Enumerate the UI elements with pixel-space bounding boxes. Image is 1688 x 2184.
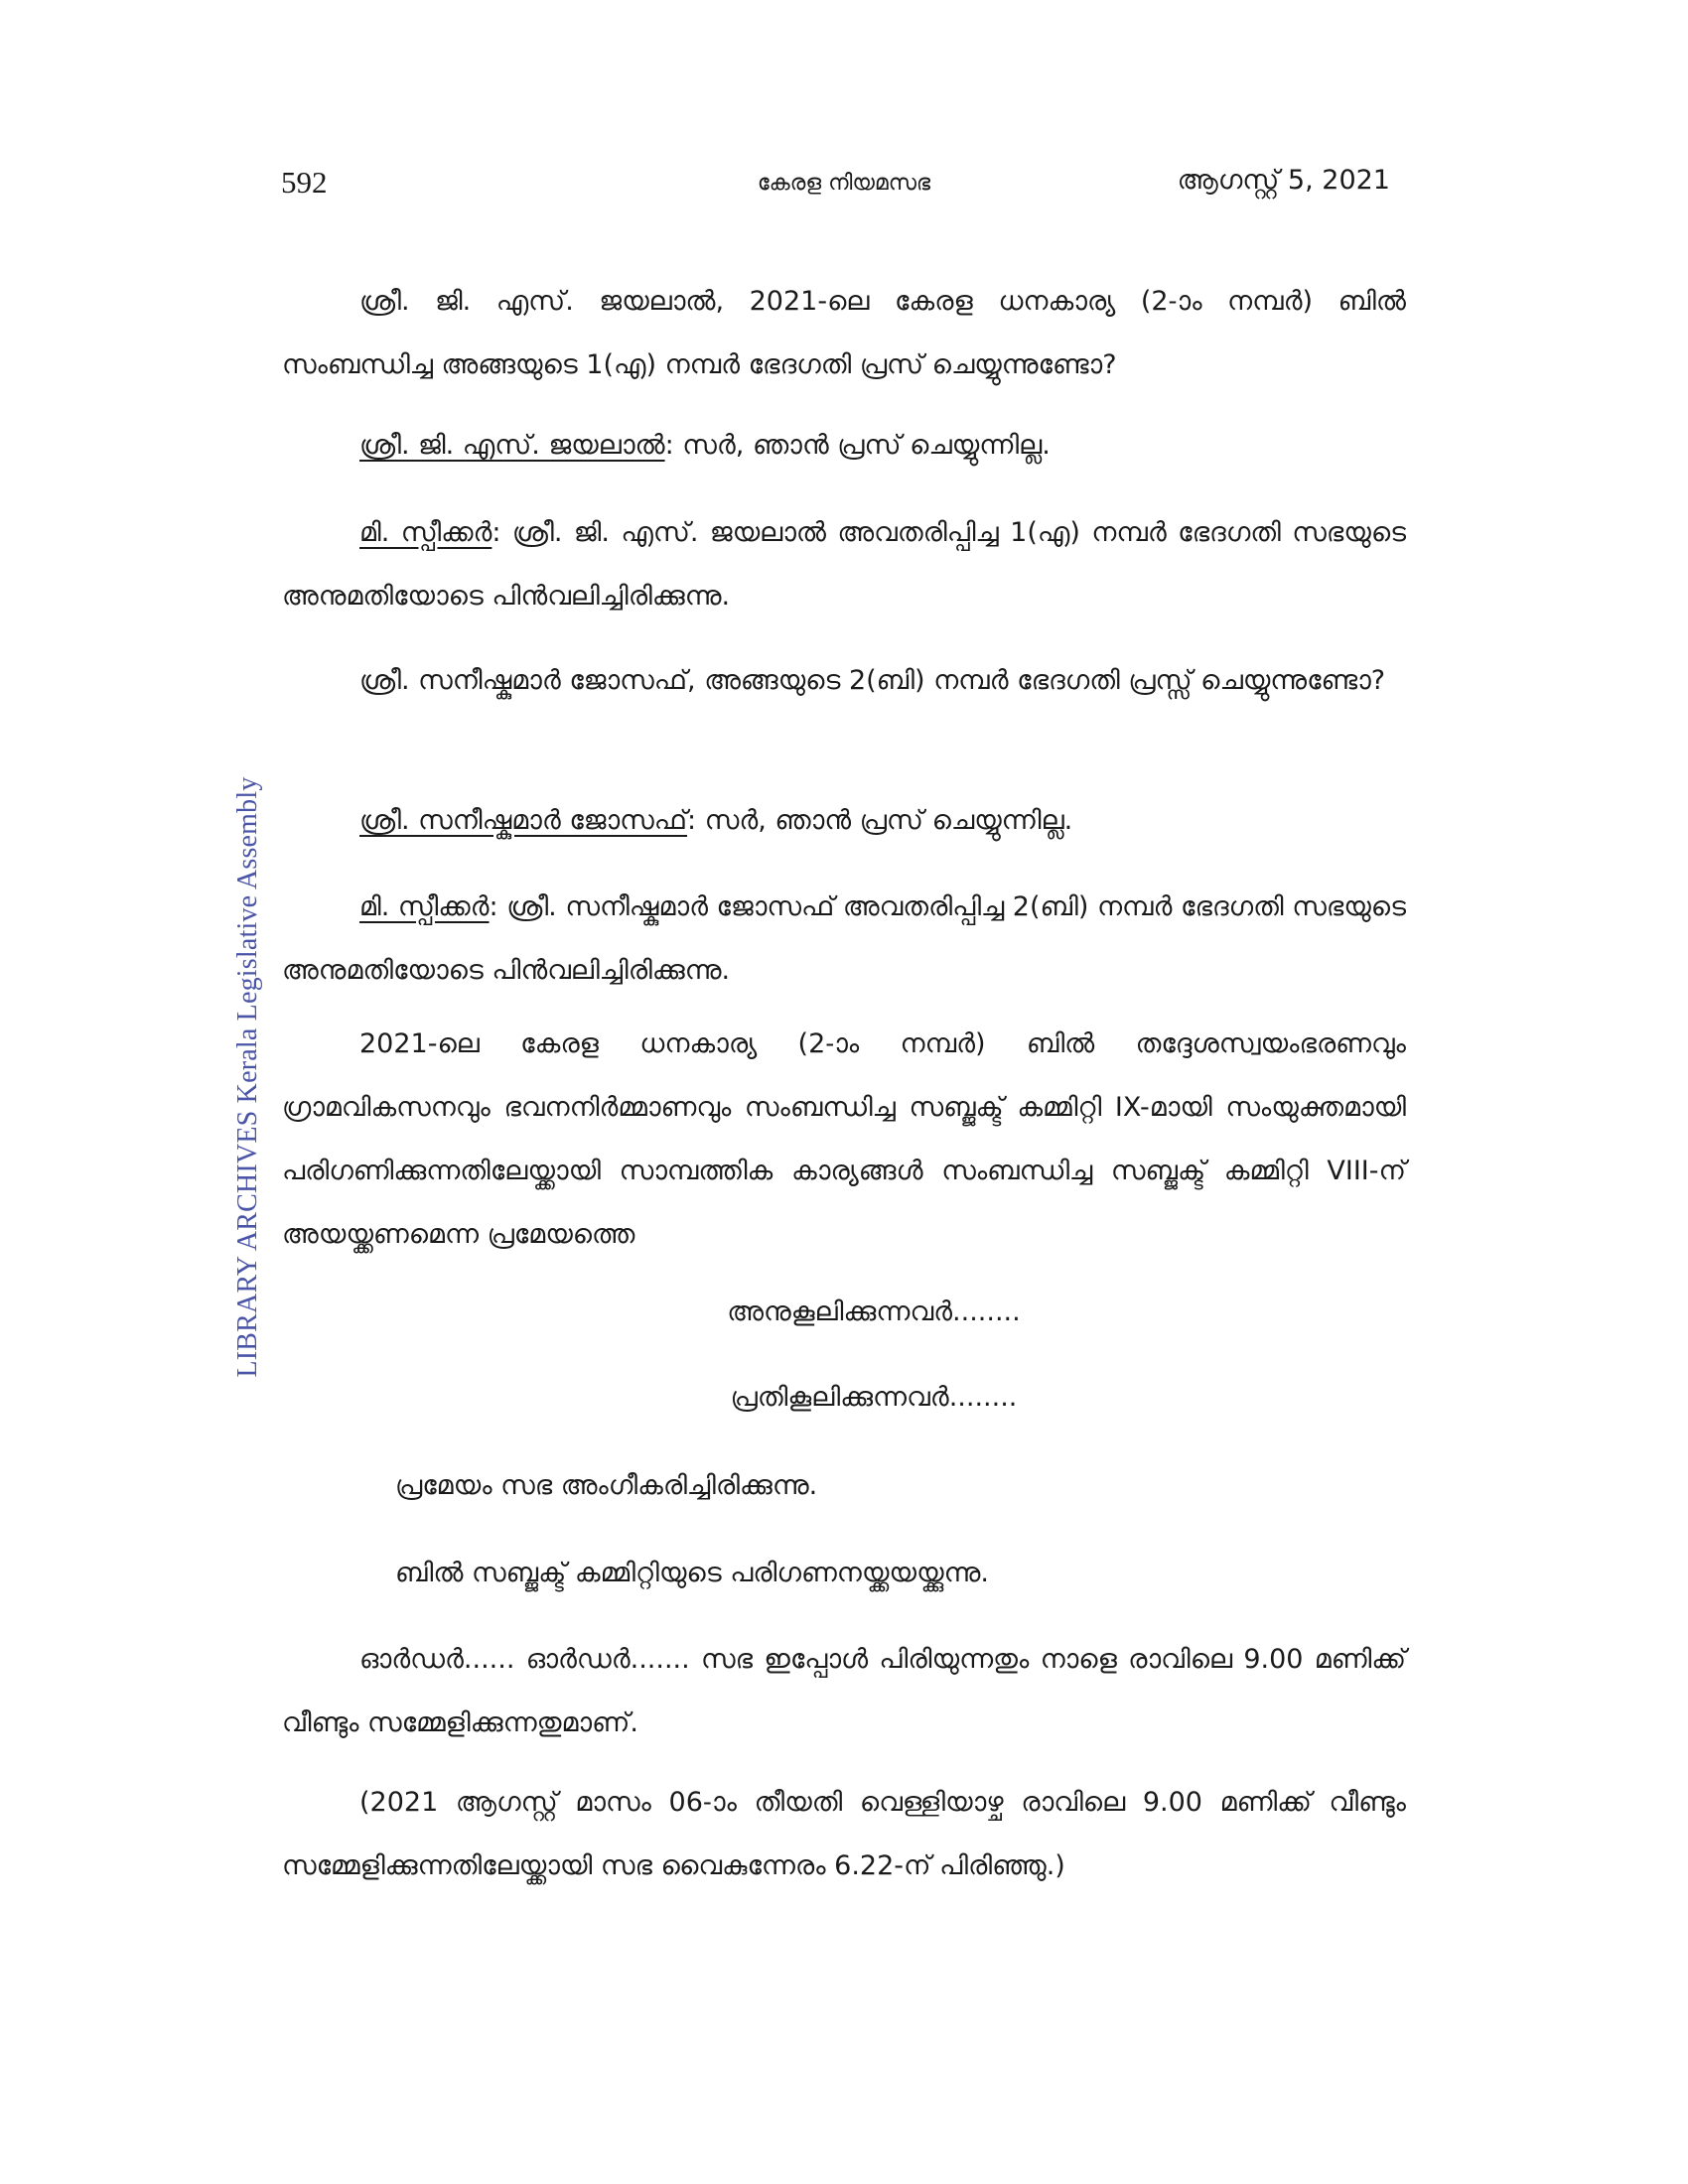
paragraph-5	[282, 789, 1406, 853]
paragraph-1: ശ്രീ. ജി. എസ്. ജയലാൽ, 2021-ലെ കേരള ധനകാര്യ (2-ാം നമ്പർ) ബിൽ സംബന്ധിച്ച അങ്ങയുടെ 1(എ) നമ്പർ ഭേദഗതി പ്രസ് ചെയ്യുന്നുണ്ടോ?	[282, 286, 1406, 380]
speaker-name: മി. സ്പീക്കർ	[359, 517, 492, 548]
paragraph-7: 2021-ലെ കേരള ധനകാര്യ (2-ാം നമ്പർ) ബിൽ തദ്ദേശസ്വയംഭരണവും ഗ്രാമവികസനവും ഭവനനിർമ്മാണവും സംബന്ധിച്ച സബ്ജക്ട് കമ്മിറ്റി IX-മായി സംയുക്തമായി പരിഗണിക്കുന്നതിലേയ്ക്കായി സാമ്പത്തിക കാര്യങ്ങൾ സംബന്ധിച്ച സബ്ജക്ട് കമ്മിറ്റി VIII-ന് അയയ്ക്കണമെന്ന പ്രമേയത്തെ	[282, 1028, 1406, 1250]
vote-in-favor: അനുകൂലിക്കുന്നവർ........	[727, 1297, 1021, 1327]
speech-text: : സർ, ഞാൻ പ്രസ് ചെയ്യുന്നില്ല.	[664, 430, 1051, 461]
paragraph-4: ശ്രീ. സനീഷ്കുമാർ ജോസഫ്, അങ്ങയുടെ 2(ബി) നമ്പർ ഭേദഗതി പ്രസ്സ് ചെയ്യുന്നുണ്ടോ?	[359, 665, 1386, 696]
page-number: 592	[281, 165, 328, 200]
paragraph-11: ബിൽ സബ്ജക്ട് കമ്മിറ്റിയുടെ പരിഗണനയ്ക്കയയ്ക്കുന്നു.	[395, 1558, 989, 1588]
speech-text: : സർ, ഞാൻ പ്രസ് ചെയ്യുന്നില്ല.	[687, 805, 1073, 836]
paragraph-12: ഓർഡർ...... ഓർഡർ....... സഭ ഇപ്പോൾ പിരിയുന്നതും നാളെ രാവിലെ 9.00 മണിക്ക് വീണ്ടും സമ്മേളിക്കുന്നതുമാണ്.	[282, 1644, 1406, 1738]
paragraph-10: പ്രമേയം സഭ അംഗീകരിച്ചിരിക്കുന്നു.	[395, 1470, 818, 1501]
speaker-name: മി. സ്പീക്കർ	[359, 891, 490, 922]
paragraph-2	[282, 414, 1406, 478]
paragraph-13: (2021 ആഗസ്റ്റ് മാസം 06-ാം തീയതി വെള്ളിയാഴ്ച രാവിലെ 9.00 മണിക്ക് വീണ്ടും സമ്മേളിക്കുന്നതിലേയ്ക്കായി സഭ വൈകുന്നേരം 6.22-ന് പിരിഞ്ഞു.)	[282, 1787, 1406, 1881]
vote-against: പ്രതികൂലിക്കുന്നവർ........	[730, 1382, 1018, 1413]
speaker-name: ശ്രീ. സനീഷ്കുമാർ ജോസഫ്	[359, 805, 688, 836]
page-header-title: കേരള നിയമസഭ	[757, 171, 931, 196]
paragraph-6	[282, 876, 1406, 1003]
archive-watermark: LIBRARY ARCHIVES Kerala Legislative Assembly	[232, 776, 263, 1378]
speech-text: : ശ്രീ. സനീഷ്കുമാർ ജോസഫ് അവതരിപ്പിച്ച 2(ബി) നമ്പർ ഭേദഗതി സഭയുടെ അനുമതിയോടെ പിൻവലിച്ചിരിക്കുന്നു.	[282, 891, 1406, 986]
speaker-name: ശ്രീ. ജി. എസ്. ജയലാൽ	[359, 430, 665, 461]
speech-text: : ശ്രീ. ജി. എസ്. ജയലാൽ അവതരിപ്പിച്ച 1(എ) നമ്പർ ഭേദഗതി സഭയുടെ അനുമതിയോടെ പിൻവലിച്ചിരിക്കുന്നു.	[282, 517, 1406, 612]
page-header-date: ആഗസ്റ്റ് 5, 2021	[1177, 165, 1390, 196]
paragraph-3	[282, 501, 1406, 628]
